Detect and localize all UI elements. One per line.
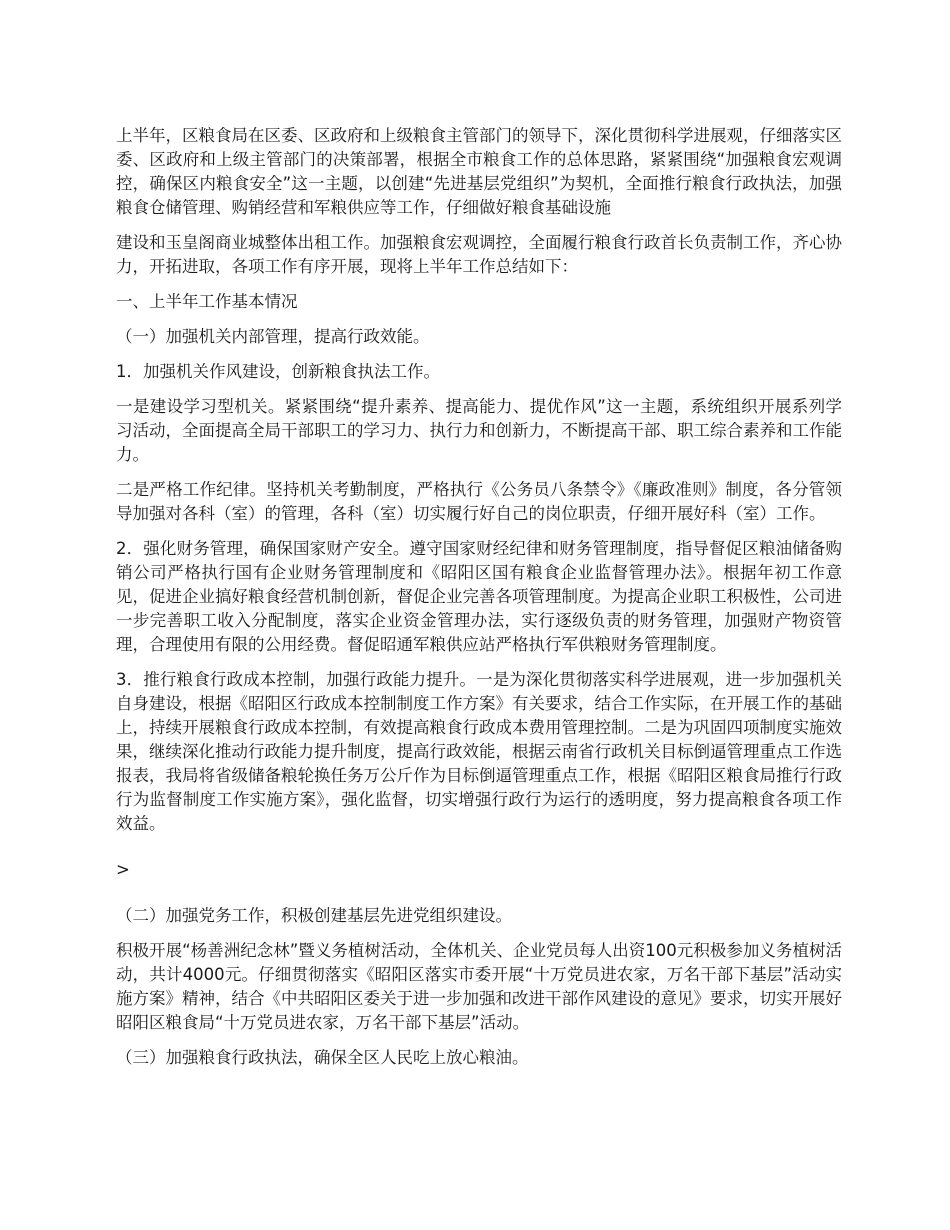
intro-continuation-paragraph: 建设和玉皇阁商业城整体出租工作。加强粮食宏观调控，全面履行粮食行政首长负责制工作，齐心协力，开拓进取，各项工作有序开展，现将上半年工作总结如下：	[116, 233, 842, 276]
subsection-heading: （一）加强机关内部管理，提高行政效能。	[116, 327, 430, 346]
intro-paragraph: 上半年，区粮食局在区委、区政府和上级粮食主管部门的领导下，深化贯彻科学进展观，仔细落实区委、区政府和上级主管部门的决策部署，根据全市粮食工作的总体思路，紧紧围绕“加强粮食宏观调控，确保区内粮食安全”这一主题，以创建“先进基层党组织”为契机，全面推行粮食行政执法，加强粮食仓储管理、购销经营和军粮供应等工作，仔细做好粮食基础设施	[116, 126, 842, 217]
body-paragraph: 一是建设学习型机关。紧紧围绕“提升素养、提高能力、提优作风”这一主题，系统组织开展系列学习活动，全面提高全局干部职工的学习力、执行力和创新力，不断提高干部、职工综合素养和工作能力。	[116, 397, 842, 464]
body-paragraph: 积极开展“杨善洲纪念林”暨义务植树活动，全体机关、企业党员每人出资100元积极参加义务植树活动，共计4000元。仔细贯彻落实《昭阳区落实市委开展“十万党员进农家，万名干部下基层”活动实施方案》精神，结合《中共昭阳区委关于进一步加强和改进干部作风建设的意见》要求，切实开展好昭阳区粮食局“十万党员进农家，万名干部下基层”活动。	[116, 941, 842, 1032]
body-paragraph: 二是严格工作纪律。坚持机关考勤制度，严格执行《公务员八条禁令》《廉政准则》制度，各分管领导加强对各科（室）的管理，各科（室）切实履行好自己的岗位职责，仔细开展好科（室）工作。	[116, 480, 842, 523]
stray-marker: >	[116, 860, 130, 879]
section-heading: 一、上半年工作基本情况	[116, 292, 298, 311]
subsection-heading: （二）加强党务工作，积极创建基层先进党组织建设。	[116, 906, 512, 925]
item-heading: 1．加强机关作风建设，创新粮食执法工作。	[116, 362, 440, 381]
document-page	[116, 124, 842, 1081]
body-paragraph: 2．强化财务管理，确保国家财产安全。遵守国家财经纪律和财务管理制度，指导督促区粮油储备购销公司严格执行国有企业财务管理制度和《昭阳区国有粮食企业监督管理办法》。根据年初工作意见，促进企业搞好粮食经营机制创新，督促企业完善各项管理制度。为提高企业职工积极性，公司进一步完善职工收入分配制度，落实企业资金管理办法，实行逐级负责的财务管理，加强财产物资管理，合理使用有限的公用经费。督促昭通军粮供应站严格执行军供粮财务管理制度。	[116, 539, 842, 654]
body-paragraph: 3．推行粮食行政成本控制，加强行政能力提升。一是为深化贯彻落实科学进展观，进一步加强机关自身建设，根据《昭阳区行政成本控制制度工作方案》有关要求，结合工作实际，在开展工作的基础上，持续开展粮食行政成本控制，有效提高粮食行政成本费用管理控制。二是为巩固四项制度实施效果，继续深化推动行政能力提升制度，提高行政效能，根据云南省行政机关目标倒逼管理重点工作选报表，我局将省级储备粮轮换任务万公斤作为目标倒逼管理重点工作，根据《昭阳区粮食局推行行政行为监督制度工作实施方案》，强化监督，切实增强行政行为运行的透明度，努力提高粮食各项工作效益。	[116, 670, 842, 833]
subsection-heading: （三）加强粮食行政执法，确保全区人民吃上放心粮油。	[116, 1048, 529, 1067]
